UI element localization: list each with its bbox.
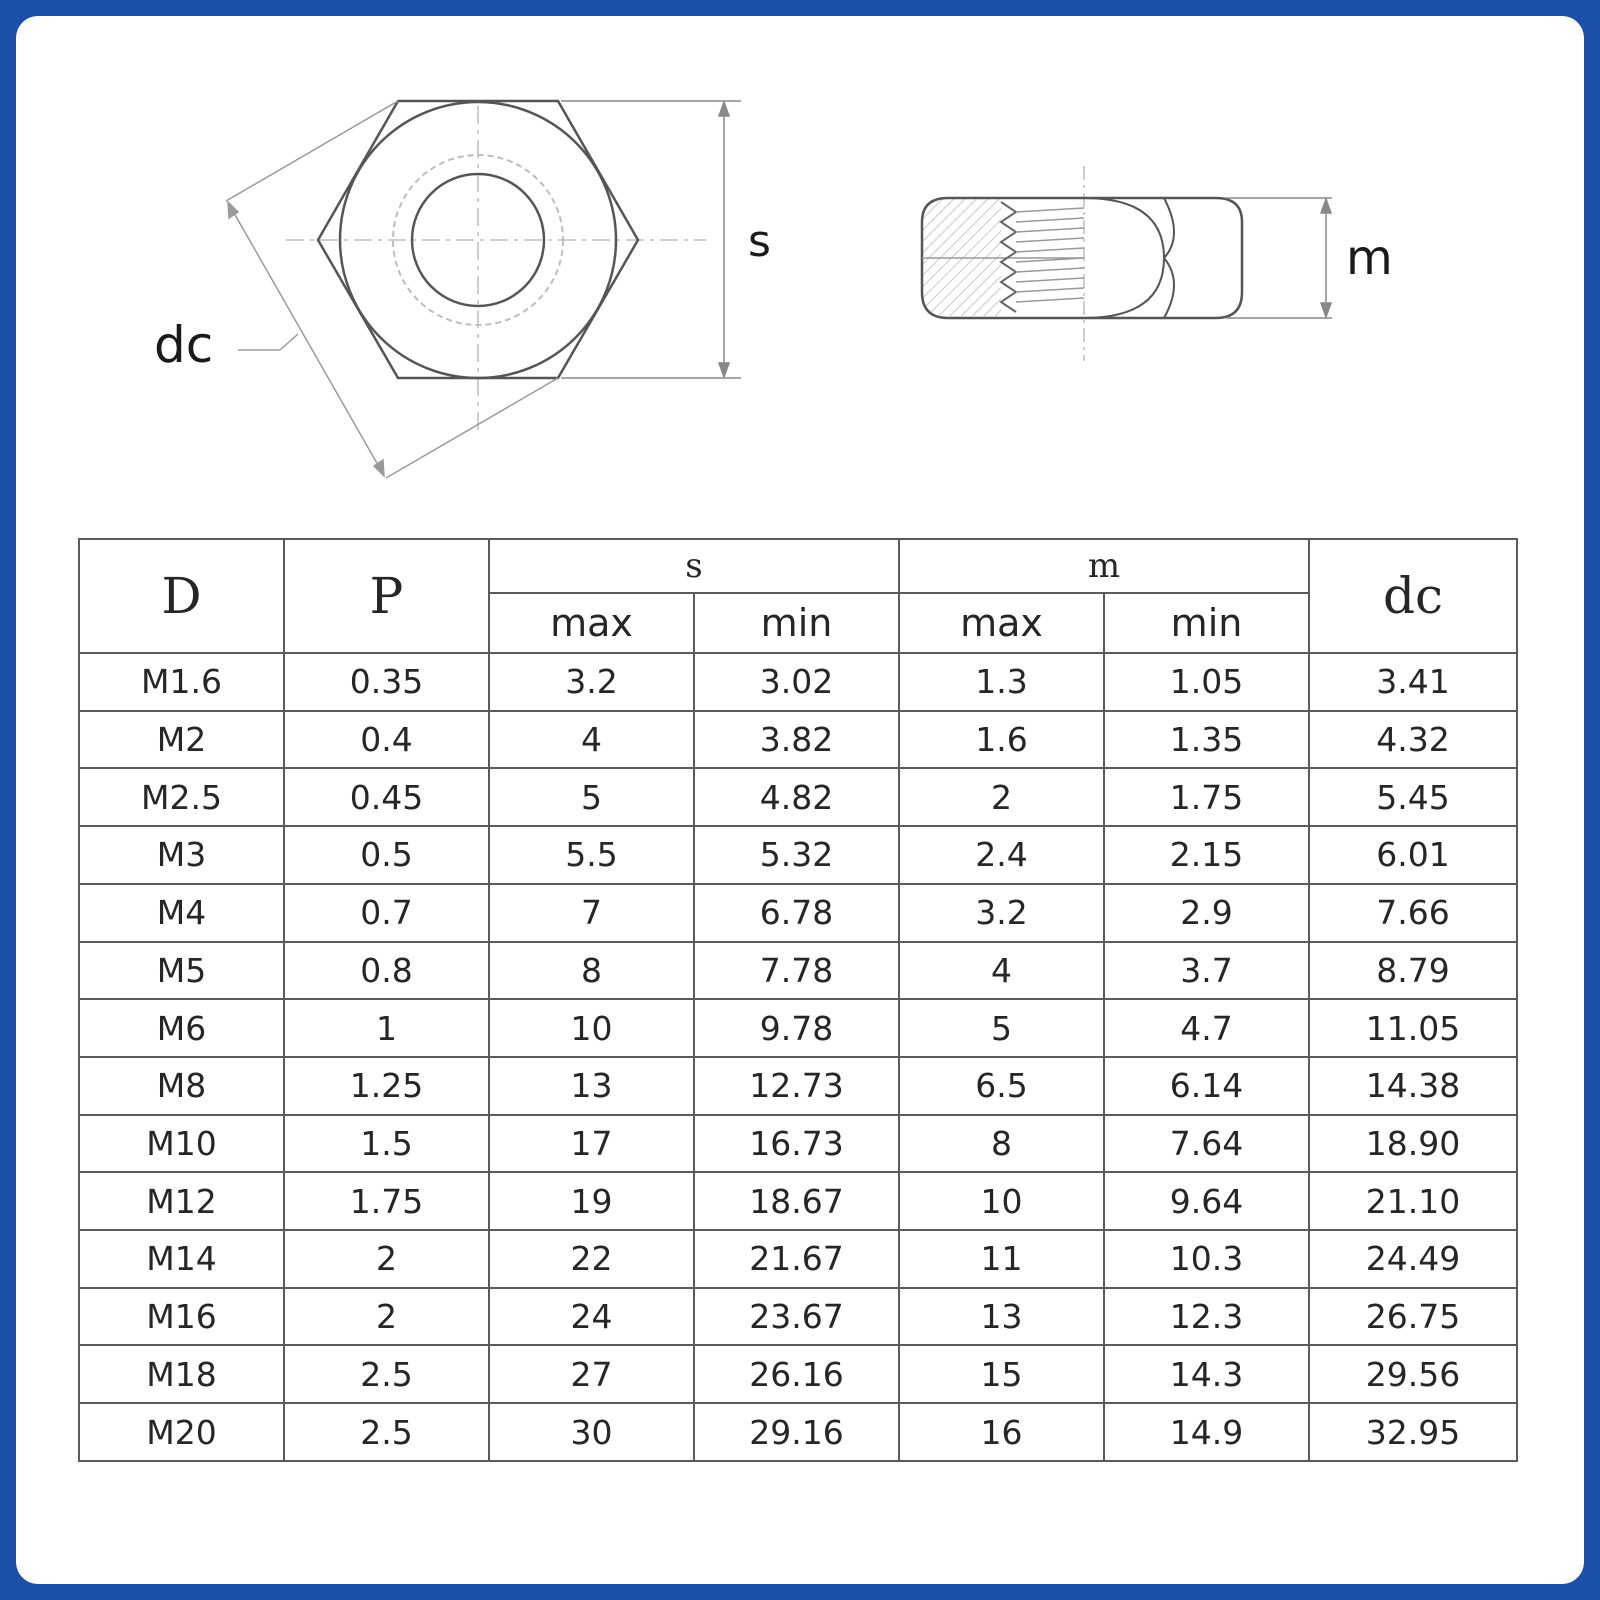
cell-m-max: 4 (899, 942, 1104, 1000)
table-row (79, 826, 1517, 884)
cell-s-max: 17 (489, 1115, 694, 1173)
cell-s-min: 29.16 (694, 1403, 899, 1461)
cell-s-max: 27 (489, 1345, 694, 1403)
cell-s-max: 5 (489, 768, 694, 826)
cell-m-min: 3.7 (1104, 942, 1309, 1000)
cell-m-min: 4.7 (1104, 999, 1309, 1057)
cell-dc: 18.90 (1309, 1115, 1517, 1173)
cell-s-max: 4 (489, 711, 694, 769)
cell-s-max: 13 (489, 1057, 694, 1115)
cell-m-min: 1.75 (1104, 768, 1309, 826)
cell-s-max: 30 (489, 1403, 694, 1461)
cell-m-min: 14.3 (1104, 1345, 1309, 1403)
cell-s-min: 3.82 (694, 711, 899, 769)
cell-s-max: 10 (489, 999, 694, 1057)
cell-dc: 3.41 (1309, 653, 1517, 711)
side-view (922, 166, 1332, 361)
cell-m-min: 1.35 (1104, 711, 1309, 769)
cell-s-max: 5.5 (489, 826, 694, 884)
cell-dc: 21.10 (1309, 1172, 1517, 1230)
header-d: D (79, 539, 284, 653)
cell-s-min: 3.02 (694, 653, 899, 711)
cell-p: 0.5 (284, 826, 489, 884)
cell-s-min: 18.67 (694, 1172, 899, 1230)
cell-s-min: 16.73 (694, 1115, 899, 1173)
cell-dc: 32.95 (1309, 1403, 1517, 1461)
table-row (79, 1403, 1517, 1461)
header-s-max: max (489, 593, 694, 653)
cell-s-min: 12.73 (694, 1057, 899, 1115)
cell-m-min: 6.14 (1104, 1057, 1309, 1115)
cell-m-max: 3.2 (899, 884, 1104, 942)
content-card (16, 16, 1584, 1584)
cell-p: 2.5 (284, 1345, 489, 1403)
cell-m-max: 2 (899, 768, 1104, 826)
label-dc: dc (154, 316, 214, 374)
cell-dc: 14.38 (1309, 1057, 1517, 1115)
cell-m-max: 5 (899, 999, 1104, 1057)
cell-d: M3 (79, 826, 284, 884)
table-row (79, 768, 1517, 826)
cell-p: 2 (284, 1230, 489, 1288)
table-row (79, 1230, 1517, 1288)
cell-m-max: 13 (899, 1288, 1104, 1346)
cell-s-max: 24 (489, 1288, 694, 1346)
cell-p: 0.35 (284, 653, 489, 711)
cell-m-min: 1.05 (1104, 653, 1309, 711)
cell-s-max: 3.2 (489, 653, 694, 711)
cell-m-min: 2.9 (1104, 884, 1309, 942)
cell-m-min: 9.64 (1104, 1172, 1309, 1230)
cell-p: 1.5 (284, 1115, 489, 1173)
cell-d: M4 (79, 884, 284, 942)
cell-m-min: 10.3 (1104, 1230, 1309, 1288)
hex-nut-drawing (16, 16, 1584, 536)
front-view (226, 101, 741, 478)
table-body (79, 653, 1517, 1461)
cell-p: 0.8 (284, 942, 489, 1000)
cell-d: M6 (79, 999, 284, 1057)
cell-p: 1.75 (284, 1172, 489, 1230)
cell-dc: 29.56 (1309, 1345, 1517, 1403)
table-row (79, 1345, 1517, 1403)
cell-m-max: 1.6 (899, 711, 1104, 769)
dimension-dc (226, 101, 558, 478)
cell-d: M2 (79, 711, 284, 769)
cell-m-max: 15 (899, 1345, 1104, 1403)
label-m: m (1346, 230, 1393, 286)
cell-d: M1.6 (79, 653, 284, 711)
header-m: m (899, 539, 1309, 593)
cell-dc: 11.05 (1309, 999, 1517, 1057)
cell-d: M8 (79, 1057, 284, 1115)
table-row (79, 999, 1517, 1057)
cell-p: 0.45 (284, 768, 489, 826)
cell-p: 1 (284, 999, 489, 1057)
cell-s-min: 5.32 (694, 826, 899, 884)
cell-d: M20 (79, 1403, 284, 1461)
cell-p: 2.5 (284, 1403, 489, 1461)
cell-p: 2 (284, 1288, 489, 1346)
cell-d: M5 (79, 942, 284, 1000)
table-row (79, 1057, 1517, 1115)
cell-dc: 6.01 (1309, 826, 1517, 884)
cell-m-min: 14.9 (1104, 1403, 1309, 1461)
cell-m-min: 2.15 (1104, 826, 1309, 884)
cell-s-min: 9.78 (694, 999, 899, 1057)
cell-m-min: 7.64 (1104, 1115, 1309, 1173)
cell-m-max: 16 (899, 1403, 1104, 1461)
cell-dc: 8.79 (1309, 942, 1517, 1000)
table-row (79, 1288, 1517, 1346)
cell-d: M10 (79, 1115, 284, 1173)
cell-d: M14 (79, 1230, 284, 1288)
cell-s-max: 7 (489, 884, 694, 942)
cell-dc: 5.45 (1309, 768, 1517, 826)
cell-m-max: 11 (899, 1230, 1104, 1288)
cell-m-max: 1.3 (899, 653, 1104, 711)
header-m-min: min (1104, 593, 1309, 653)
cell-d: M18 (79, 1345, 284, 1403)
table-row (79, 711, 1517, 769)
header-dc: dc (1309, 539, 1517, 653)
header-m-max: max (899, 593, 1104, 653)
table-row (79, 942, 1517, 1000)
cell-p: 1.25 (284, 1057, 489, 1115)
cell-s-min: 21.67 (694, 1230, 899, 1288)
dimension-table (78, 538, 1518, 1462)
cell-s-max: 19 (489, 1172, 694, 1230)
cell-s-min: 4.82 (694, 768, 899, 826)
thread-teeth (1001, 202, 1016, 312)
cell-s-max: 8 (489, 942, 694, 1000)
cell-m-max: 6.5 (899, 1057, 1104, 1115)
cell-dc: 26.75 (1309, 1288, 1517, 1346)
header-s-min: min (694, 593, 899, 653)
table-header (79, 539, 1517, 653)
cell-s-min: 6.78 (694, 884, 899, 942)
cell-p: 0.4 (284, 711, 489, 769)
cell-dc: 7.66 (1309, 884, 1517, 942)
header-p: P (284, 539, 489, 653)
cell-dc: 24.49 (1309, 1230, 1517, 1288)
cell-dc: 4.32 (1309, 711, 1517, 769)
cell-p: 0.7 (284, 884, 489, 942)
cell-m-max: 2.4 (899, 826, 1104, 884)
cell-m-max: 8 (899, 1115, 1104, 1173)
cell-d: M12 (79, 1172, 284, 1230)
cell-m-min: 12.3 (1104, 1288, 1309, 1346)
cell-s-max: 22 (489, 1230, 694, 1288)
label-s: s (748, 216, 771, 267)
table-row (79, 884, 1517, 942)
cell-s-min: 26.16 (694, 1345, 899, 1403)
center-lines (286, 106, 706, 436)
cell-s-min: 7.78 (694, 942, 899, 1000)
section-hatch (922, 198, 1001, 316)
cell-d: M2.5 (79, 768, 284, 826)
thread-lines (1016, 208, 1084, 302)
cell-s-min: 23.67 (694, 1288, 899, 1346)
header-s: s (489, 539, 899, 593)
face-arcs (1084, 198, 1174, 318)
table-row (79, 1172, 1517, 1230)
cell-m-max: 10 (899, 1172, 1104, 1230)
cell-d: M16 (79, 1288, 284, 1346)
table-row (79, 653, 1517, 711)
table-row (79, 1115, 1517, 1173)
